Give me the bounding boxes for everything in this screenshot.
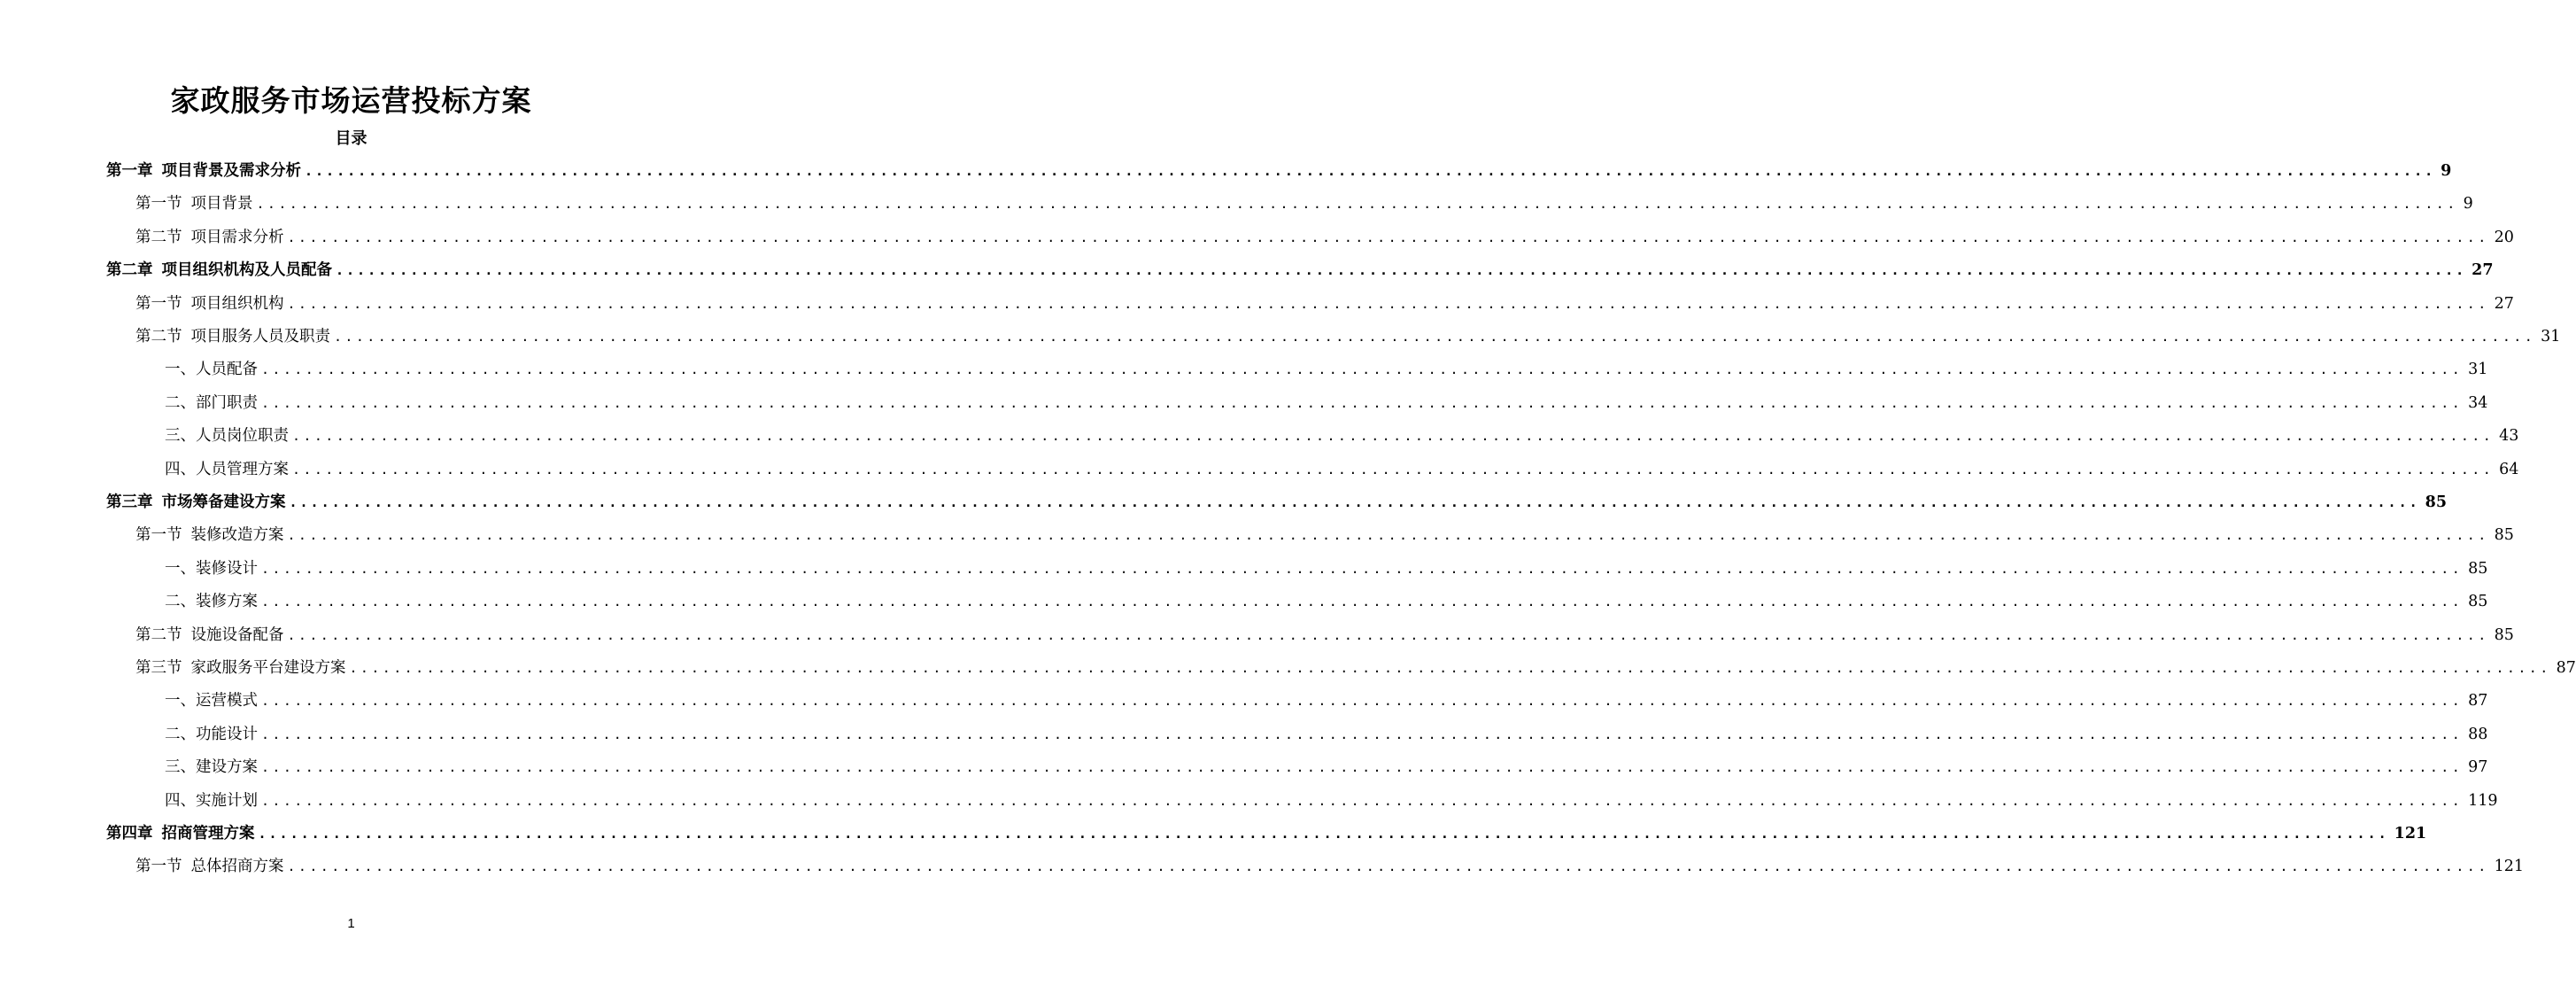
toc-dot-leader: ........................................................................................................................................................................................................	[261, 693, 2464, 710]
toc-entry-label: 运营模式	[196, 692, 258, 711]
toc-entry[interactable]	[135, 288, 2514, 320]
toc-entry-number: 四、	[165, 460, 196, 478]
toc-heading: 目录	[335, 129, 367, 148]
toc-entry-page: 31	[2468, 361, 2488, 379]
toc-entry-label: 装修设计	[196, 559, 258, 578]
toc-entry-number: 第一章	[106, 162, 153, 180]
toc-dot-leader: ........................................................................................................................................................................................................	[261, 726, 2464, 742]
toc-entry-label: 市场筹备建设方案	[161, 493, 286, 511]
document-title: 家政服务市场运营投标方案	[170, 83, 532, 118]
toc-dot-leader: ........................................................................................................................................................................................................	[261, 594, 2464, 610]
toc-entry-label: 总体招商方案	[190, 858, 284, 876]
toc-dot-leader: ........................................................................................................................................................................................................	[292, 461, 2495, 478]
toc-entry-page: 88	[2468, 725, 2488, 743]
toc-entry[interactable]	[106, 486, 2448, 518]
toc-entry-page: 9	[2463, 195, 2473, 214]
toc-dot-leader: ........................................................................................................................................................................................................	[289, 494, 2420, 510]
toc-dot-leader: ........................................................................................................................................................................................................	[287, 527, 2489, 544]
toc-entry-page: 121	[2494, 858, 2525, 876]
toc-entry-label: 项目背景	[190, 195, 253, 214]
toc-entry[interactable]	[165, 353, 2488, 385]
toc-entry-label: 实施计划	[196, 791, 258, 810]
toc-entry-number: 一、	[165, 361, 196, 379]
toc-entry[interactable]	[106, 254, 2494, 286]
toc-entry[interactable]	[135, 519, 2514, 551]
toc-entry-page: 34	[2468, 393, 2488, 412]
toc-dot-leader: ........................................................................................................................................................................................................	[261, 792, 2464, 809]
toc-entry-number: 三、	[165, 427, 196, 446]
toc-entry[interactable]	[135, 619, 2514, 651]
toc-entry[interactable]	[135, 850, 2525, 882]
toc-entry-page: 85	[2494, 526, 2514, 545]
toc-dot-leader: ........................................................................................................................................................................................................	[292, 428, 2495, 445]
toc-entry-number: 第一节	[135, 195, 182, 214]
toc-entry-page: 85	[2494, 625, 2514, 644]
toc-entry-label: 装修改造方案	[190, 526, 284, 545]
toc-dot-leader: ........................................................................................................................................................................................................	[287, 626, 2489, 643]
toc-entry-number: 第三节	[135, 659, 182, 677]
toc-entry-number: 第二节	[135, 328, 182, 346]
toc-entry[interactable]	[135, 188, 2473, 220]
toc-entry-label: 装修方案	[196, 593, 258, 611]
toc-entry-label: 人员岗位职责	[196, 427, 289, 446]
toc-entry-page: 31	[2541, 328, 2561, 346]
toc-entry-label: 建设方案	[196, 758, 258, 777]
toc-entry-label: 人员配备	[196, 361, 258, 379]
toc-entry-number: 二、	[165, 393, 196, 412]
toc-dot-leader: ........................................................................................................................................................................................................	[334, 329, 2536, 345]
toc-entry-page: 119	[2468, 791, 2498, 810]
toc-dot-leader: ........................................................................................................................................................................................................	[261, 560, 2464, 577]
toc-entry[interactable]	[165, 420, 2519, 452]
toc-entry-page: 20	[2494, 228, 2514, 246]
toc-entry-page: 97	[2468, 758, 2488, 777]
toc-entry[interactable]	[106, 155, 2452, 187]
toc-entry-number: 一、	[165, 692, 196, 711]
toc-entry-number: 第二节	[135, 228, 182, 246]
toc-entry-label: 人员管理方案	[196, 460, 289, 478]
toc-entry-number: 四、	[165, 791, 196, 810]
toc-entry[interactable]	[106, 818, 2427, 850]
toc-dot-leader: ........................................................................................................................................................................................................	[258, 826, 2389, 842]
toc-entry-page: 85	[2468, 593, 2488, 611]
toc-dot-leader: ........................................................................................................................................................................................................	[261, 394, 2464, 411]
toc-entry-number: 第三章	[106, 493, 153, 511]
toc-entry[interactable]	[165, 454, 2519, 485]
toc-entry-number: 一、	[165, 559, 196, 578]
toc-entry-page: 87	[2556, 659, 2576, 677]
toc-entry[interactable]	[165, 586, 2488, 617]
toc-entry-page: 43	[2499, 427, 2519, 446]
toc-dot-leader: ........................................................................................................................................................................................................	[256, 196, 2458, 213]
toc-entry[interactable]	[135, 221, 2514, 253]
toc-entry-page: 87	[2468, 692, 2488, 711]
toc-entry-page: 27	[2494, 294, 2514, 313]
toc-entry-page: 27	[2472, 261, 2494, 280]
page-number: 1	[347, 916, 355, 931]
toc-entry[interactable]	[165, 553, 2488, 585]
toc-entry-number: 第二章	[106, 261, 153, 280]
toc-entry[interactable]	[135, 652, 2576, 684]
toc-dot-leader: ........................................................................................................................................................................................................	[287, 295, 2489, 312]
toc-dot-leader: ........................................................................................................................................................................................................	[261, 759, 2464, 776]
toc-entry[interactable]	[135, 321, 2561, 353]
toc-entry-label: 功能设计	[196, 725, 258, 743]
toc-entry-page: 9	[2441, 162, 2452, 180]
toc-entry-page: 64	[2499, 460, 2519, 478]
toc-dot-leader: ........................................................................................................................................................................................................	[349, 660, 2551, 676]
toc-entry-label: 项目服务人员及职责	[190, 328, 330, 346]
toc-entry-page: 121	[2394, 825, 2427, 843]
toc-entry-number: 三、	[165, 758, 196, 777]
toc-dot-leader: ........................................................................................................................................................................................................	[287, 229, 2489, 245]
toc-entry-number: 二、	[165, 593, 196, 611]
toc-entry-page: 85	[2425, 493, 2448, 511]
toc-entry[interactable]	[165, 785, 2498, 817]
toc-dot-leader: ........................................................................................................................................................................................................	[336, 262, 2467, 279]
toc-entry-label: 项目背景及需求分析	[161, 162, 301, 180]
toc-entry-number: 第二节	[135, 625, 182, 644]
toc-entry-number: 第四章	[106, 825, 153, 843]
toc-entry[interactable]	[165, 718, 2488, 750]
toc-entry-number: 第一节	[135, 294, 182, 313]
toc-dot-leader: ........................................................................................................................................................................................................	[287, 858, 2489, 875]
toc-entry[interactable]	[165, 387, 2488, 419]
toc-entry-number: 二、	[165, 725, 196, 743]
toc-entry-label: 家政服务平台建设方案	[190, 659, 346, 677]
toc-entry-label: 项目组织机构及人员配备	[161, 261, 332, 280]
toc-entry-label: 招商管理方案	[161, 825, 255, 843]
toc-entry-label: 设施设备配备	[190, 625, 284, 644]
toc-dot-leader: ........................................................................................................................................................................................................	[305, 163, 2436, 179]
toc-entry-label: 项目需求分析	[190, 228, 284, 246]
toc-dot-leader: ........................................................................................................................................................................................................	[261, 361, 2464, 378]
toc-entry-label: 部门职责	[196, 393, 258, 412]
toc-entry-page: 85	[2468, 559, 2488, 578]
toc-entry[interactable]	[165, 751, 2488, 783]
toc-entry[interactable]	[165, 685, 2488, 717]
toc-entry-label: 项目组织机构	[190, 294, 284, 313]
toc-entry-number: 第一节	[135, 858, 182, 876]
toc-entry-number: 第一节	[135, 526, 182, 545]
